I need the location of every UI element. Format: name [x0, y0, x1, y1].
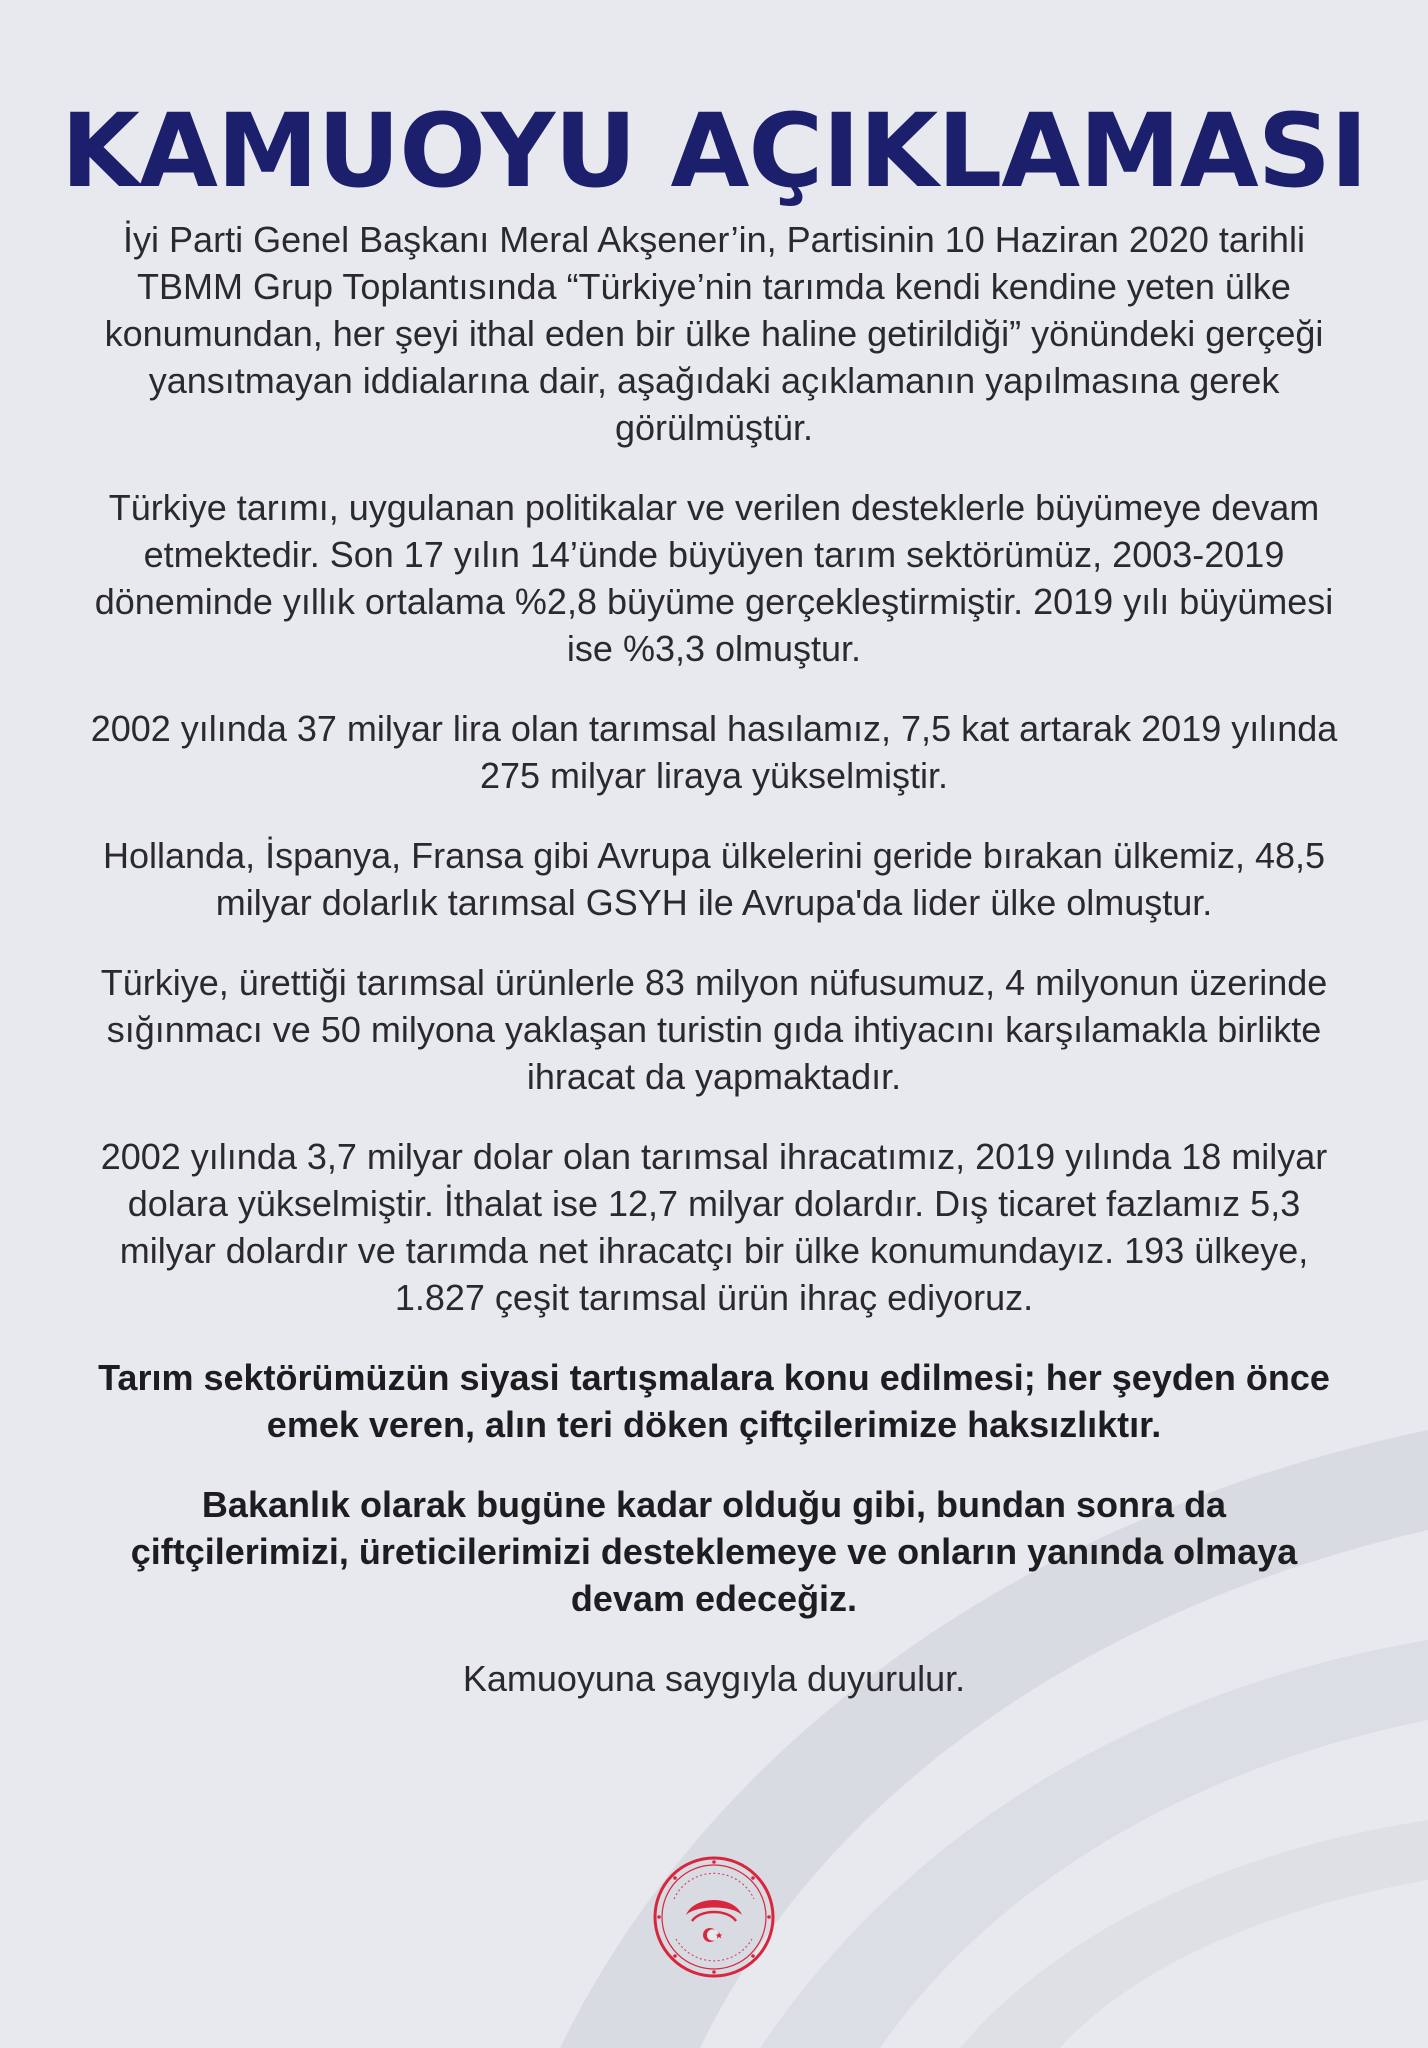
paragraph-bold-politics: Tarım sektörümüzün siyasi tartışmalara konu edilmesi; her şeyden önce emek veren, alın teri döken çiftçilerimize haksızlıktır. [98, 1357, 1330, 1445]
paragraph-growth: Türkiye tarımı, uygulanan politikalar ve verilen desteklerle büyümeye devam etmektedir. Son 17 yılın 14’ünde büyüyen tarım sektörümüz, 2003-2019 döneminde yıllık ortalama %2,8 büyüme gerçekleştirmiştir. 2019 yılı büyümesi ise %3,3 olmuştur. [94, 487, 1334, 669]
paragraph-europe: Hollanda, İspanya, Fransa gibi Avrupa ülkelerini geride bırakan ülkemiz, 48,5 milyar dolarlık tarımsal GSYH ile Avrupa'da lider ülke olmuştur. [102, 835, 1326, 923]
paragraph-food-supply: Türkiye, ürettiği tarımsal ürünlerle 83 milyon nüfusumuz, 4 milyonun üzerinde sığınmacı ve 50 milyona yaklaşan turistin gıda ihtiyacını karşılamakla birlikte ihracat da yapmaktadır. [100, 962, 1328, 1097]
ministry-seal-icon [652, 1855, 776, 1979]
paragraph-output: 2002 yılında 37 milyar lira olan tarımsal hasılamız, 7,5 kat artarak 2019 yılında 275 milyar liraya yükselmiştir. [90, 708, 1338, 796]
paragraph-intro: İyi Parti Genel Başkanı Meral Akşener’in, Partisinin 10 Haziran 2020 tarihli TBMM Grup Toplantısında “Türkiye’nin tarımda kendi kendine yeten ülke konumundan, her şeyi ithal eden bir ülke haline getirildiği” yönündeki gerçeği yansıtmayan iddialarına dair, aşağıdaki açıklamanın yapılmasına gerek görülmüştür. [104, 219, 1324, 448]
paragraph-exports: 2002 yılında 3,7 milyar dolar olan tarımsal ihracatımız, 2019 yılında 18 milyar dolara yükselmiştir. İthalat ise 12,7 milyar dolardır. Dış ticaret fazlamız 5,3 milyar dolardır ve tarımda net ihracatçı bir ülke konumundayız. 193 ülkeye, 1.827 çeşit tarımsal ürün ihraç ediyoruz. [100, 1136, 1328, 1318]
statement-body [90, 216, 1338, 1735]
paragraph-bold-support: Bakanlık olarak bugüne kadar olduğu gibi, bundan sonra da çiftçilerimizi, üreticilerimizi desteklemeye ve onların yanında olmaya devam edeceğiz. [130, 1484, 1298, 1619]
page-title: KAMUOYU AÇIKLAMASI [60, 92, 1368, 211]
closing-line: Kamuoyuna saygıyla duyurulur. [462, 1658, 966, 1699]
